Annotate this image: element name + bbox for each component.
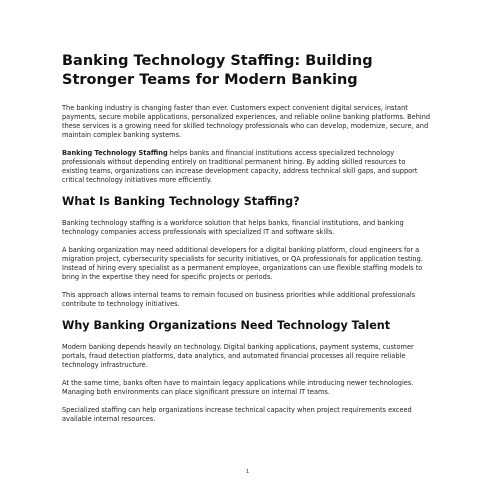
body-paragraph: Banking technology staffing is a workforce solution that helps banks, financial institutions, and banking technology companies access professionals with specialized IT and software skills. xyxy=(62,219,404,236)
body-paragraph: Modern banking depends heavily on technology. Digital banking applications, payment systems, customer portals, fraud detection platforms, data analytics, and automated financial processes all require reliable technology infrastructure. xyxy=(62,343,414,369)
intro-paragraph-2 xyxy=(62,149,433,185)
page-number: 1 xyxy=(245,469,250,475)
body-paragraph: A banking organization may need additional developers for a digital banking platform, cloud engineers for a migration project, cybersecurity specialists for security initiatives, or QA professionals for application testing. Instead of hiring every specialist as a permanent employee, organizations can use flexible staffing models to bring in the expertise they need for specific projects or periods. xyxy=(62,246,423,281)
page-title: Banking Technology Staffing: Building Stronger Teams for Modern Banking xyxy=(62,53,373,88)
bold-term: Banking Technology Staffing xyxy=(62,149,168,157)
intro-paragraph-2-text: helps banks and financial institutions access specialized technology professionals without depending entirely on traditional permanent hiring. By adding skilled resources to existing teams, organizations can increase development capacity, address technical skill gaps, and support critical technology initiatives more efficiently. xyxy=(62,149,418,184)
section-heading-why: Why Banking Organizations Need Technology Talent xyxy=(62,319,391,332)
body-paragraph: At the same time, banks often have to maintain legacy applications while introducing newer technologies. Managing both environments can place significant pressure on internal IT teams. xyxy=(62,379,414,396)
body-paragraph: Specialized staffing can help organizations increase technical capacity when project requirements exceed available internal resources. xyxy=(62,406,412,423)
intro-paragraph: The banking industry is changing faster than ever. Customers expect convenient digital services, instant payments, secure mobile applications, personalized experiences, and reliable online banking platforms. Behind these services is a growing need for skilled technology professionals who can develop, modernize, secure, and maintain complex banking systems. xyxy=(62,104,431,139)
body-paragraph: This approach allows internal teams to remain focused on business priorities while additional professionals contribute to technology initiatives. xyxy=(62,291,416,308)
section-heading-what-is: What Is Banking Technology Staffing? xyxy=(62,195,300,208)
